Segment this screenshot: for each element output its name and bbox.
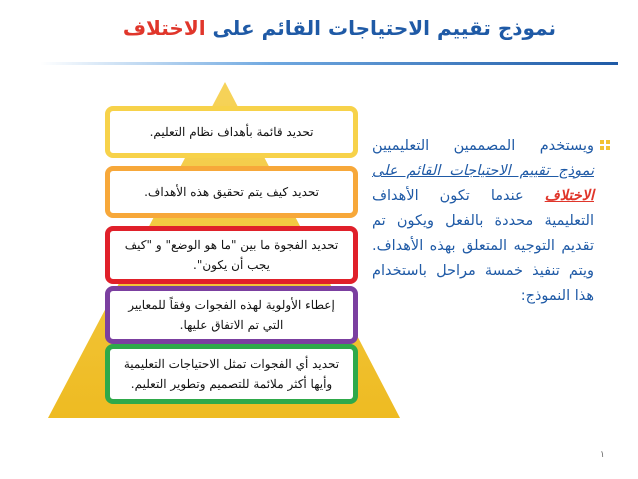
body-part-1: ويستخدم المصممين التعليميين — [372, 138, 594, 154]
stage-text-5: تحديد أي الفجوات تمثل الاحتياجات التعليمية وأيها أكثر ملائمة للتصميم وتطوير التعليم. — [123, 357, 340, 391]
body-part-2: عندما تكون الأهداف التعليمية محددة بالفعل ويكون تم تقديم التوجيه المتعلق بهذه الأهداف. ويتم تنفيذ خمسة مراحل باستخدام هذا النموذج: — [372, 188, 594, 304]
stage-box-3 — [105, 226, 358, 284]
stage-box-5 — [105, 344, 358, 404]
stage-box-2 — [105, 166, 358, 218]
body-paragraph — [372, 134, 594, 309]
body-highlight: الاختلاف — [544, 188, 594, 204]
body-model-name: نموذج تقييم الاحتياجات القائم على — [372, 163, 594, 179]
diamond-bullet-icon — [598, 138, 612, 152]
page-number: ١ — [600, 450, 605, 460]
stage-text-4: إعطاء الأولوية لهذه الفجوات وفقاً للمعايير التي تم الاتفاق عليها. — [128, 298, 335, 332]
stage-text-1: تحديد قائمة بأهداف نظام التعليم. — [149, 125, 314, 139]
stage-box-1 — [105, 106, 358, 158]
title-main: نموذج تقييم الاحتياجات القائم على — [205, 16, 556, 40]
stage-text-3: تحديد الفجوة ما بين "ما هو الوضع" و "كيف يجب أن يكون". — [124, 238, 339, 272]
stage-text-2: تحديد كيف يتم تحقيق هذه الأهداف. — [144, 185, 319, 199]
title-highlight: الاختلاف — [122, 16, 206, 40]
stage-box-4 — [105, 286, 358, 344]
